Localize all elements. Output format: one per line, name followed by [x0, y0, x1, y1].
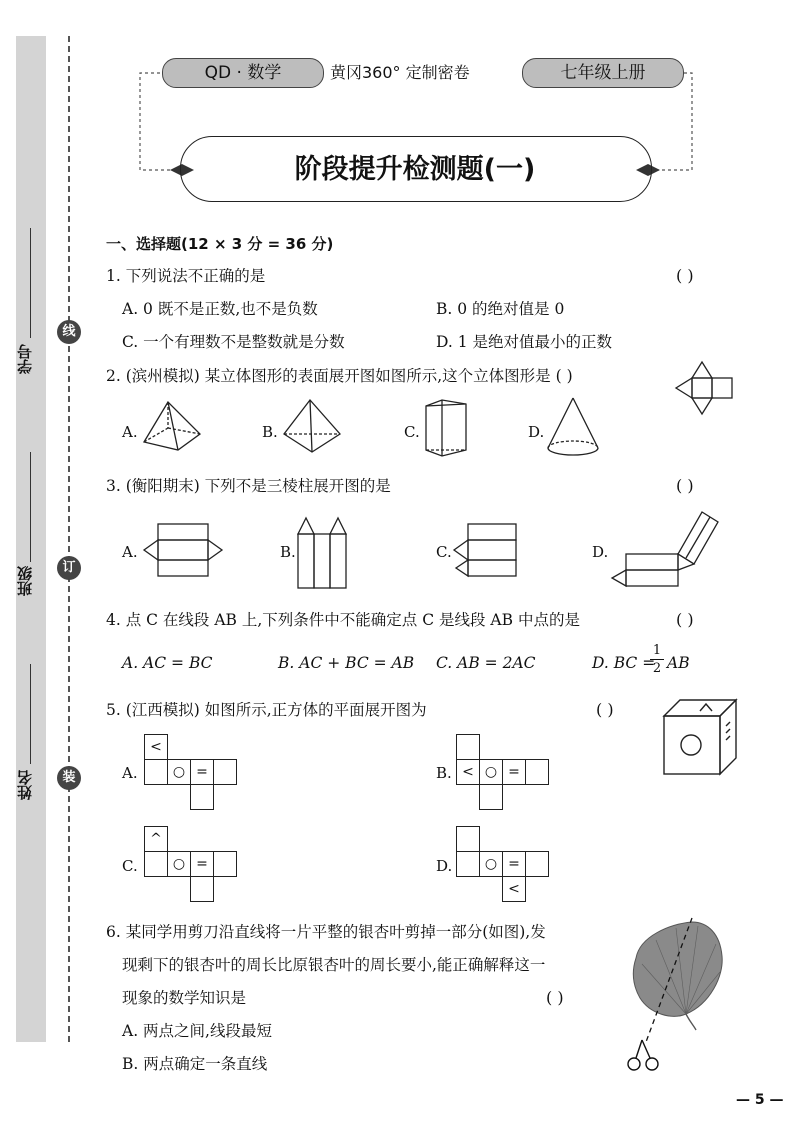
- q5-option-d-label: D.: [436, 857, 453, 875]
- q2-option-a-label: A.: [122, 423, 138, 441]
- q1-stem: 1. 下列说法不正确的是: [106, 267, 266, 285]
- q4-option-c: C. AB = 2AC: [436, 654, 536, 672]
- q6-option-b: B. 两点确定一条直线: [122, 1055, 268, 1073]
- q1-option-a: A. 0 既不是正数,也不是负数: [122, 300, 318, 318]
- net-cell: [479, 851, 503, 877]
- q6-stem-line3: 现象的数学知识是: [122, 989, 247, 1007]
- net-cell: [456, 734, 480, 760]
- q5-option-c-net: [144, 826, 236, 902]
- page-title: 阶段提升检测题(一): [294, 154, 536, 185]
- q2-option-a-pyramid-icon: [140, 398, 202, 454]
- class-label: 班级: [16, 566, 34, 596]
- q4-option-d-prefix: D. BC =: [592, 654, 656, 672]
- q4-option-a: A. AC = BC: [122, 654, 213, 672]
- q6-answer-blank[interactable]: ( ): [546, 988, 564, 1007]
- q3-stem: 3. (衡阳期末) 下列不是三棱柱展开图的是: [106, 477, 391, 495]
- circle-symbol: ○: [484, 764, 498, 780]
- equals-symbol: =: [508, 764, 520, 780]
- q5-option-b-label: B.: [436, 764, 452, 782]
- mark-line: 线: [57, 320, 81, 344]
- fraction-numerator: 1: [650, 642, 664, 660]
- net-cell: [190, 876, 214, 902]
- equals-symbol: =: [508, 856, 520, 872]
- series-title: 黄冈360° 定制密卷: [330, 63, 470, 82]
- q5-option-c-label: C.: [122, 857, 138, 875]
- q3-option-c-net-icon: [452, 522, 532, 580]
- q5-option-d-net: [456, 826, 548, 902]
- q3-option-a-net-icon: [142, 522, 226, 580]
- net-cell: [144, 734, 168, 760]
- q5-answer-blank[interactable]: ( ): [596, 700, 614, 719]
- q3-option-d-net-icon: [610, 508, 720, 600]
- q6-stem-line1: 6. 某同学用剪刀沿直线将一片平整的银杏叶剪掉一部分(如图),发: [106, 923, 546, 941]
- q4-stem: 4. 点 C 在线段 AB 上,下列条件中不能确定点 C 是线段 AB 中点的是: [106, 611, 580, 629]
- q2-option-d-cone-icon: [544, 396, 602, 460]
- net-cell: [525, 759, 549, 785]
- net-cell: [144, 759, 168, 785]
- student-id-label: 学号: [16, 344, 34, 374]
- q1-option-d: D. 1 是绝对值最小的正数: [436, 333, 613, 351]
- net-cell: [456, 851, 480, 877]
- q6-ginkgo-leaf-figure: [620, 918, 730, 1080]
- q3-option-a-label: A.: [122, 543, 138, 561]
- page-number: — 5 —: [736, 1092, 784, 1108]
- q4-option-d-fraction: [650, 642, 664, 677]
- net-cell: [456, 826, 480, 852]
- net-cell: [502, 876, 526, 902]
- mark-bind: 订: [57, 556, 81, 580]
- net-cell: [190, 759, 214, 785]
- net-cell: [456, 759, 480, 785]
- net-cell: [502, 759, 526, 785]
- q3-option-d-label: D.: [592, 543, 609, 561]
- fraction-denominator: 2: [652, 661, 662, 676]
- q5-option-a-label: A.: [122, 764, 138, 782]
- less-than-symbol: <: [150, 739, 162, 755]
- q3-option-c-label: C.: [436, 543, 452, 561]
- net-cell: [190, 784, 214, 810]
- q4-option-d-suffix: AB: [667, 654, 690, 672]
- circle-symbol: ○: [172, 764, 186, 780]
- q1-answer-blank[interactable]: ( ): [676, 266, 694, 285]
- net-cell: [213, 851, 237, 877]
- q3-option-b-label: B.: [280, 543, 296, 561]
- q1-option-b: B. 0 的绝对值是 0: [436, 300, 565, 318]
- student-id-line: [30, 228, 31, 338]
- subject-pill: QD · 数学: [162, 58, 324, 88]
- circle-symbol: ○: [172, 856, 186, 872]
- equals-symbol: =: [196, 764, 208, 780]
- q4-option-b: B. AC + BC = AB: [278, 654, 415, 672]
- net-cell: [167, 851, 191, 877]
- class-line: [30, 452, 31, 562]
- less-than-symbol: <: [508, 881, 520, 897]
- q2-option-c-label: C.: [404, 423, 420, 441]
- net-cell: [190, 851, 214, 877]
- q5-cube-figure: [660, 698, 742, 782]
- q2-net-figure: [672, 360, 736, 416]
- net-cell: [167, 759, 191, 785]
- less-than-symbol: <: [462, 764, 474, 780]
- q6-option-a: A. 两点之间,线段最短: [122, 1022, 272, 1040]
- net-cell: [502, 851, 526, 877]
- circle-symbol: ○: [484, 856, 498, 872]
- q2-option-b-label: B.: [262, 423, 278, 441]
- net-cell: [144, 826, 168, 852]
- q2-option-b-tetrahedron-icon: [282, 398, 342, 454]
- caret-symbol: ^: [150, 831, 162, 847]
- net-cell: [525, 851, 549, 877]
- net-cell: [144, 851, 168, 877]
- section-heading: 一、选择题(12 × 3 分 = 36 分): [106, 235, 334, 253]
- q2-option-c-prism-icon: [422, 398, 472, 460]
- q2-option-d-label: D.: [528, 423, 545, 441]
- mark-staple: 装: [57, 766, 81, 790]
- net-cell: [479, 759, 503, 785]
- net-cell: [213, 759, 237, 785]
- name-label: 姓名: [16, 770, 34, 800]
- q4-answer-blank[interactable]: ( ): [676, 610, 694, 629]
- grade-pill: 七年级上册: [522, 58, 684, 88]
- q5-stem: 5. (江西模拟) 如图所示,正方体的平面展开图为: [106, 701, 427, 719]
- q3-answer-blank[interactable]: ( ): [676, 476, 694, 495]
- q1-option-c: C. 一个有理数不是整数就是分数: [122, 333, 345, 351]
- equals-symbol: =: [196, 856, 208, 872]
- q5-option-b-net: [456, 734, 548, 810]
- q5-option-a-net: [144, 734, 236, 810]
- q3-option-b-net-icon: [296, 514, 352, 590]
- net-cell: [479, 784, 503, 810]
- q2-stem: 2. (滨州模拟) 某立体图形的表面展开图如图所示,这个立体图形是 ( ): [106, 367, 573, 385]
- name-line: [30, 664, 31, 764]
- q6-stem-line2: 现剩下的银杏叶的周长比原银杏叶的周长要小,能正确解释这一: [122, 956, 546, 974]
